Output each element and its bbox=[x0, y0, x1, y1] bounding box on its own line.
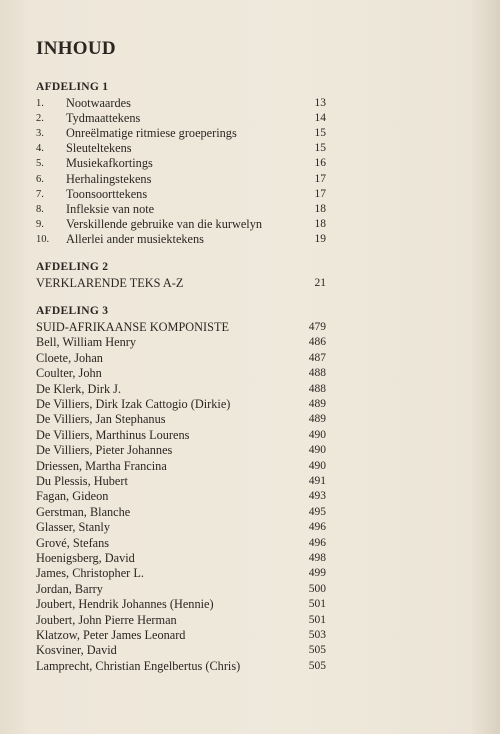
toc-entry bbox=[36, 111, 326, 126]
toc-entry bbox=[36, 443, 326, 458]
entry-title: De Villiers, Jan Stephanus bbox=[36, 412, 166, 427]
entry-page-number: 18 bbox=[314, 202, 326, 215]
entry-title: Toonsoorttekens bbox=[66, 186, 148, 201]
entry-page-number: 495 bbox=[308, 505, 326, 518]
toc-entry bbox=[36, 366, 326, 381]
toc-entry bbox=[36, 172, 326, 187]
entry-page-number: 16 bbox=[314, 157, 326, 170]
entry-title: Driessen, Martha Francina bbox=[36, 458, 167, 473]
toc-entry bbox=[36, 520, 326, 535]
toc-entry bbox=[36, 382, 326, 397]
entry-page-number: 489 bbox=[308, 398, 326, 410]
entry-title: SUID-AFRIKAANSE KOMPONISTE bbox=[36, 320, 230, 334]
toc-entry bbox=[36, 551, 326, 566]
entry-page-number: 505 bbox=[308, 659, 326, 672]
entry-title: Tydmaattekens bbox=[66, 111, 141, 126]
toc-entry bbox=[36, 202, 326, 217]
entry-page-number: 489 bbox=[308, 413, 326, 426]
entry-title: Herhalingstekens bbox=[66, 171, 152, 186]
entry-title: VERKLARENDE TEKS A-Z bbox=[36, 276, 184, 290]
entry-title: Kosviner, David bbox=[36, 643, 117, 658]
entry-title: James, Christopher L. bbox=[36, 566, 144, 581]
toc-entry bbox=[36, 412, 326, 427]
toc-entry bbox=[36, 428, 326, 443]
toc-entry bbox=[36, 459, 326, 474]
entry-number: 8. bbox=[36, 203, 44, 215]
toc-entry bbox=[36, 597, 326, 612]
entry-page-number: 503 bbox=[308, 629, 326, 641]
entry-number: 6. bbox=[36, 173, 44, 185]
entry-page-number: 501 bbox=[308, 598, 326, 611]
section-heading-2: AFDELING 2 bbox=[36, 261, 109, 273]
toc-entry bbox=[36, 474, 326, 489]
entry-title: De Villiers, Pieter Johannes bbox=[36, 443, 173, 458]
entry-title: Fagan, Gideon bbox=[36, 489, 109, 504]
toc-entry bbox=[36, 505, 326, 520]
toc-entry bbox=[36, 536, 326, 551]
entry-page-number: 486 bbox=[308, 336, 326, 349]
entry-title: Lamprecht, Christian Engelbertus (Chris) bbox=[36, 658, 241, 673]
entry-page-number: 500 bbox=[308, 582, 326, 595]
entry-page-number: 501 bbox=[308, 613, 326, 626]
entry-number: 5. bbox=[36, 158, 44, 170]
entry-number: 2. bbox=[36, 113, 44, 125]
entry-title: Verskillende gebruike van die kurwelyn bbox=[66, 216, 263, 231]
entry-page-number: 15 bbox=[314, 127, 326, 140]
toc-entry bbox=[36, 232, 326, 247]
toc-entry bbox=[36, 217, 326, 232]
entry-title: Cloete, Johan bbox=[36, 350, 103, 365]
entry-number: 10. bbox=[36, 233, 50, 245]
page-title: INHOUD bbox=[36, 38, 116, 59]
entry-page-number: 493 bbox=[308, 490, 326, 503]
entry-page-number: 21 bbox=[314, 277, 326, 289]
entry-page-number: 499 bbox=[308, 567, 326, 580]
entry-title: Jordan, Barry bbox=[36, 581, 103, 596]
entry-page-number: 505 bbox=[308, 644, 326, 657]
toc-entry bbox=[36, 126, 326, 141]
entry-number: 3. bbox=[36, 128, 44, 140]
entry-title: Onreëlmatige ritmiese groeperings bbox=[66, 126, 237, 141]
entry-page-number: 496 bbox=[308, 536, 326, 549]
toc-entry bbox=[36, 156, 326, 171]
entry-page-number: 479 bbox=[308, 321, 326, 333]
entry-title: Coulter, John bbox=[36, 366, 102, 381]
entry-title: Bell, William Henry bbox=[36, 335, 137, 350]
entry-title: Joubert, John Pierre Herman bbox=[36, 612, 177, 627]
entry-page-number: 18 bbox=[314, 217, 326, 230]
entry-page-number: 488 bbox=[308, 367, 326, 380]
entry-title: Klatzow, Peter James Leonard bbox=[36, 628, 186, 642]
entry-title: Allerlei ander musiektekens bbox=[66, 231, 204, 246]
entry-title: Nootwaardes bbox=[66, 96, 131, 110]
toc-entry bbox=[36, 351, 326, 366]
entry-title: Sleuteltekens bbox=[66, 141, 132, 156]
entry-title: Grové, Stefans bbox=[36, 535, 110, 550]
entry-number: 9. bbox=[36, 218, 44, 230]
entry-page-number: 13 bbox=[314, 97, 326, 109]
entry-page-number: 488 bbox=[308, 382, 326, 395]
entry-page-number: 17 bbox=[314, 187, 326, 200]
entry-title: De Villiers, Marthinus Lourens bbox=[36, 427, 190, 442]
entry-page-number: 487 bbox=[308, 351, 326, 364]
entry-page-number: 490 bbox=[308, 459, 326, 472]
entry-title: Musiekafkortings bbox=[66, 156, 153, 171]
entry-page-number: 498 bbox=[308, 552, 326, 564]
entry-title: Gerstman, Blanche bbox=[36, 504, 131, 519]
entry-number: 7. bbox=[36, 188, 44, 200]
entry-page-number: 14 bbox=[314, 112, 326, 125]
entry-title: Du Plessis, Hubert bbox=[36, 474, 128, 488]
toc-entry bbox=[36, 613, 326, 628]
toc-entry bbox=[36, 187, 326, 202]
toc-entry bbox=[36, 96, 326, 111]
toc-entry bbox=[36, 397, 326, 412]
entry-page-number: 17 bbox=[314, 172, 326, 185]
toc-entry bbox=[36, 643, 326, 658]
bleed-through-text bbox=[300, 36, 495, 396]
toc-entry bbox=[36, 489, 326, 504]
toc-entry bbox=[36, 582, 326, 597]
entry-number: 4. bbox=[36, 143, 44, 155]
entry-title: Hoenigsberg, David bbox=[36, 551, 135, 565]
entry-title: De Villiers, Dirk Izak Cattogio (Dirkie) bbox=[36, 397, 231, 411]
entry-page-number: 490 bbox=[308, 444, 326, 457]
entry-page-number: 491 bbox=[308, 475, 326, 487]
toc-entry bbox=[36, 628, 326, 643]
toc-entry bbox=[36, 335, 326, 350]
entry-title: Joubert, Hendrik Johannes (Hennie) bbox=[36, 597, 214, 612]
entry-page-number: 19 bbox=[314, 232, 326, 245]
toc-entry bbox=[36, 320, 326, 335]
section-heading-1: AFDELING 1 bbox=[36, 81, 109, 93]
toc-entry bbox=[36, 659, 326, 674]
entry-page-number: 15 bbox=[314, 142, 326, 155]
entry-page-number: 496 bbox=[308, 521, 326, 534]
toc-entry bbox=[36, 141, 326, 156]
entry-title: Glasser, Stanly bbox=[36, 520, 110, 535]
entry-title: Infleksie van note bbox=[66, 201, 155, 216]
section-heading-3: AFDELING 3 bbox=[36, 305, 109, 317]
entry-number: 1. bbox=[36, 98, 44, 109]
entry-page-number: 490 bbox=[308, 428, 326, 441]
toc-entry bbox=[36, 566, 326, 581]
entry-title: De Klerk, Dirk J. bbox=[36, 381, 122, 396]
toc-entry bbox=[36, 276, 326, 291]
